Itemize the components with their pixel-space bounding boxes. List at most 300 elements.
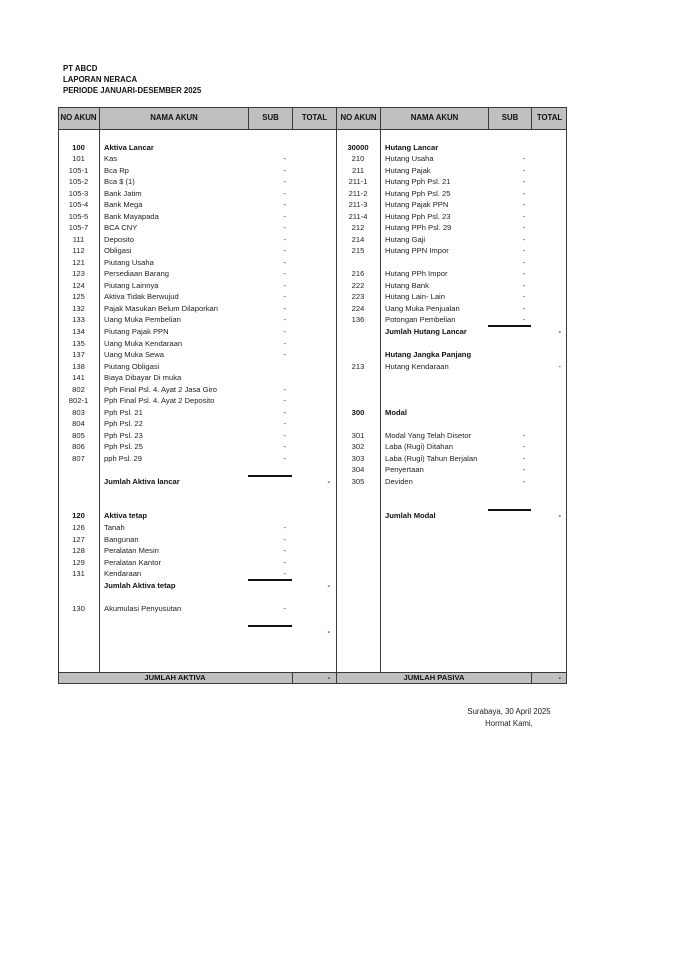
account-number: 301: [351, 430, 365, 440]
account-row: [58, 268, 336, 280]
account-number: 222: [351, 280, 365, 290]
account-name: Peralatan Mesin: [104, 546, 159, 556]
total-amount: [292, 280, 336, 292]
account-number: 30000: [347, 142, 369, 152]
account-name: Hutang Pph Psl. 25: [385, 188, 451, 198]
account-row: [336, 476, 567, 488]
account-number: [336, 522, 380, 534]
account-number: 105-3: [68, 188, 89, 198]
account-name: [380, 626, 488, 638]
account-name: [380, 614, 488, 626]
total-amount: [292, 614, 336, 626]
account-number: [336, 326, 380, 338]
sub-amount: [248, 660, 292, 672]
sub-amount: -: [522, 257, 525, 267]
sub-amount: [488, 545, 531, 557]
account-name: Hutang Pajak PPN: [385, 200, 449, 210]
sub-amount: [248, 372, 292, 384]
account-number: 131: [72, 569, 85, 579]
account-name: Kas: [104, 154, 118, 164]
total-amount: [292, 441, 336, 453]
account-row: [336, 153, 567, 165]
sub-amount: [488, 522, 531, 534]
total-aktiva-value: -: [292, 672, 336, 684]
account-number: 134: [72, 327, 85, 336]
sub-amount: -: [283, 384, 286, 394]
account-name: [380, 395, 488, 407]
sub-amount: [488, 580, 531, 592]
blank-row: [336, 338, 567, 350]
account-row: [336, 280, 567, 292]
total-amount: [531, 637, 567, 649]
blank-row: [336, 649, 567, 661]
total-amount: [292, 188, 336, 200]
account-number: 303: [351, 453, 365, 463]
account-row: [58, 430, 336, 442]
sub-amount: [248, 499, 292, 511]
sub-amount: [488, 614, 531, 626]
account-row: [58, 418, 336, 430]
sub-amount: -: [283, 165, 286, 175]
sub-amount: [488, 395, 531, 407]
sub-amount: [248, 142, 292, 154]
account-row: [336, 142, 567, 154]
account-row: [58, 280, 336, 292]
total-amount: [531, 257, 567, 269]
total-amount: [531, 268, 567, 280]
total-amount: -: [558, 327, 561, 336]
sub-amount: -: [283, 280, 286, 290]
sub-amount: [248, 591, 292, 603]
sub-amount: -: [522, 315, 525, 325]
place-date: Surabaya, 30 April 2025: [467, 707, 551, 716]
account-row: [58, 245, 336, 257]
account-number: 136: [351, 315, 365, 325]
account-row: [58, 234, 336, 246]
account-name: Kendaraan: [104, 569, 142, 579]
sub-amount: [488, 591, 531, 603]
account-number: 802: [72, 384, 85, 394]
account-row: [58, 568, 336, 580]
account-row: [336, 291, 567, 303]
blank-row: [336, 545, 567, 557]
total-amount: [292, 349, 336, 361]
blank-row: [336, 614, 567, 626]
total-amount: [292, 222, 336, 234]
sub-amount: [488, 361, 531, 373]
total-amount: [292, 591, 336, 603]
total-amount: [531, 649, 567, 661]
blank-row: [336, 384, 567, 396]
account-name: Hutang Gaji: [385, 234, 426, 244]
account-number: 211-4: [348, 211, 368, 221]
account-number: 212: [351, 223, 365, 233]
account-name: Jumlah Modal: [385, 511, 436, 521]
account-number: 141: [72, 373, 85, 383]
account-name: [380, 338, 488, 350]
account-number: 211: [351, 165, 365, 175]
total-amount: [292, 453, 336, 465]
account-name: Aktiva Lancar: [104, 142, 154, 152]
total-amount: [292, 649, 336, 661]
account-number: 304: [351, 465, 365, 475]
account-number: [336, 545, 380, 557]
account-name: Hutang Pph Psl. 23: [385, 211, 451, 221]
account-name: [380, 384, 488, 396]
account-number: [336, 626, 380, 638]
blank-row: [336, 580, 567, 592]
blank-row: [336, 487, 567, 499]
account-name: [380, 130, 488, 142]
account-row: [336, 211, 567, 223]
account-number: [336, 614, 380, 626]
account-name: [380, 418, 488, 430]
total-amount: [292, 487, 336, 499]
total-amount: [531, 338, 567, 350]
account-name: Piutang Lainnya: [104, 280, 159, 290]
account-number: 213: [351, 361, 365, 371]
sub-amount: -: [522, 430, 525, 440]
account-number: [336, 487, 380, 499]
total-amount: [531, 476, 567, 488]
account-number: [58, 614, 99, 626]
account-row: [58, 441, 336, 453]
sub-amount: -: [522, 177, 525, 187]
total-amount: [531, 407, 567, 419]
account-row: [336, 464, 567, 476]
total-amount: [292, 568, 336, 580]
sub-amount: [488, 418, 531, 430]
sub-amount: [248, 510, 292, 522]
total-amount: [531, 384, 567, 396]
blank-row: [336, 557, 567, 569]
blank-row: [336, 568, 567, 580]
sub-amount: -: [522, 476, 525, 486]
total-amount: [292, 522, 336, 534]
total-amount: [531, 176, 567, 188]
account-number: 112: [72, 246, 85, 256]
sub-amount: [488, 510, 531, 522]
blank-row: [58, 614, 336, 626]
account-number: [336, 649, 380, 661]
account-name: Piutang Pajak PPN: [104, 327, 169, 336]
account-number: 224: [351, 303, 365, 313]
closing-text: Hormat Kami,: [485, 718, 533, 728]
total-amount: [292, 418, 336, 430]
account-name: [99, 464, 248, 476]
sub-amount: -: [283, 534, 286, 544]
blank-row: [336, 660, 567, 672]
account-name: Laba (Rugi) Tahun Berjalan: [385, 453, 478, 463]
blank-row: [336, 418, 567, 430]
account-number: [336, 418, 380, 430]
account-number: 210: [351, 154, 365, 164]
account-row: [58, 257, 336, 269]
account-number: [336, 637, 380, 649]
sub-amount: -: [283, 603, 286, 613]
sub-amount: -: [283, 557, 286, 567]
account-row: [58, 372, 336, 384]
account-name: [380, 522, 488, 534]
total-amount: [531, 245, 567, 257]
account-number: [58, 637, 99, 649]
account-name: [380, 580, 488, 592]
account-row: [336, 430, 567, 442]
total-aktiva-label: JUMLAH AKTIVA: [58, 672, 292, 684]
account-name: Jumlah Aktiva tetap: [104, 580, 176, 590]
total-amount: [531, 591, 567, 603]
sub-amount: [488, 372, 531, 384]
header-total-aktiva: TOTAL: [292, 107, 336, 130]
total-amount: [531, 534, 567, 546]
sub-amount: -: [283, 223, 286, 233]
total-amount: [531, 557, 567, 569]
account-number: 101: [72, 154, 85, 164]
sub-amount: -: [522, 465, 525, 475]
account-row: [336, 453, 567, 465]
total-amount: [292, 234, 336, 246]
account-name: Bank Mega: [104, 200, 143, 210]
total-pasiva-value: -: [531, 672, 567, 684]
total-amount: [292, 130, 336, 142]
blank-row: [58, 487, 336, 499]
account-row: [58, 211, 336, 223]
pasiva-section: [336, 130, 567, 672]
total-amount: [292, 545, 336, 557]
account-name: Pph Final Psl. 4. Ayat 2 Deposito: [104, 396, 215, 406]
total-amount: [292, 407, 336, 419]
account-name: [99, 660, 248, 672]
account-name: [380, 534, 488, 546]
account-row: [336, 234, 567, 246]
sub-amount: [488, 637, 531, 649]
account-row: [58, 176, 336, 188]
account-row: [336, 510, 567, 522]
account-name: [99, 649, 248, 661]
account-number: 105-2: [68, 177, 89, 187]
total-amount: [531, 395, 567, 407]
account-name: BCA CNY: [104, 223, 138, 233]
report-period: PERIODE JANUARI-DESEMBER 2025: [63, 86, 202, 95]
account-number: [58, 591, 99, 603]
account-name: Bangunan: [104, 534, 139, 544]
account-name: Bank Jatim: [104, 188, 142, 198]
total-amount: [531, 499, 567, 511]
account-name: Hutang PPh Impor: [385, 269, 448, 279]
total-amount: [531, 626, 567, 638]
account-row: [58, 510, 336, 522]
account-number: [336, 130, 380, 142]
account-name: Bca $ (1): [104, 177, 135, 187]
sub-amount: -: [283, 546, 286, 556]
account-number: 211-3: [348, 200, 368, 210]
account-row: [336, 165, 567, 177]
account-number: 128: [72, 546, 85, 556]
sub-amount: -: [283, 315, 286, 325]
account-row: [336, 441, 567, 453]
account-row: [336, 188, 567, 200]
total-amount: [531, 487, 567, 499]
balance-sheet-table: [58, 107, 567, 684]
account-name: Pph Final Psl. 4. Ayat 2 Jasa Giro: [104, 384, 217, 394]
sub-amount: [488, 557, 531, 569]
total-amount: [531, 314, 567, 326]
total-amount: [292, 372, 336, 384]
account-name: Uang Muka Kendaraan: [104, 338, 183, 348]
sub-amount: -: [283, 430, 286, 440]
sub-amount: [488, 338, 531, 350]
account-number: [336, 349, 380, 361]
account-row: [58, 222, 336, 234]
account-name: Tanah: [104, 523, 125, 533]
total-amount: [531, 660, 567, 672]
account-name: [380, 660, 488, 672]
account-name: Piutang Usaha: [104, 257, 154, 267]
account-name: Pph Psl. 25: [104, 442, 143, 452]
sub-amount: [488, 603, 531, 615]
account-name: Jumlah Aktiva lancar: [104, 476, 180, 486]
account-row: [58, 384, 336, 396]
total-amount: [292, 142, 336, 154]
total-amount: [292, 464, 336, 476]
sub-amount: -: [283, 257, 286, 267]
sub-amount: [248, 487, 292, 499]
account-number: 130: [72, 603, 85, 613]
sub-amount: -: [522, 223, 525, 233]
account-number: 302: [351, 442, 365, 452]
account-number: [336, 499, 380, 511]
total-amount: [531, 188, 567, 200]
sub-amount: -: [283, 338, 286, 348]
blank-row: [336, 499, 567, 511]
account-row: [336, 407, 567, 419]
account-name: Penyertaan: [385, 465, 424, 475]
account-number: 211-2: [348, 188, 368, 198]
sub-amount: -: [283, 396, 286, 406]
account-name: Jumlah Hutang Lancar: [385, 327, 467, 336]
blank-row: [58, 660, 336, 672]
account-name: Bank Mayapada: [104, 211, 159, 221]
account-number: [336, 510, 380, 522]
total-amount: [292, 510, 336, 522]
header-sub-aktiva: SUB: [248, 107, 292, 130]
account-row: [336, 245, 567, 257]
total-amount: [531, 349, 567, 361]
account-name: pph Psl. 29: [104, 453, 142, 463]
total-amount: [292, 326, 336, 338]
account-row: [336, 176, 567, 188]
sub-amount: -: [522, 303, 525, 313]
account-number: 807: [72, 453, 85, 463]
account-name: Hutang PPh Psl. 29: [385, 223, 452, 233]
account-number: [336, 384, 380, 396]
total-amount: [292, 257, 336, 269]
account-number: 223: [351, 292, 365, 302]
account-number: [336, 257, 380, 269]
account-number: 804: [72, 419, 85, 429]
sub-amount: -: [283, 292, 286, 302]
account-number: 120: [72, 511, 85, 521]
account-name: Hutang Lain- Lain: [385, 292, 445, 302]
total-amount: [292, 499, 336, 511]
account-number: [336, 603, 380, 615]
account-name: Pajak Masukan Belum Dilaporkan: [104, 303, 218, 313]
account-name: [99, 614, 248, 626]
sub-amount: -: [283, 569, 286, 579]
account-row: [58, 557, 336, 569]
sub-amount: -: [283, 407, 286, 417]
account-name: [99, 591, 248, 603]
account-number: 214: [351, 234, 365, 244]
account-row: [58, 142, 336, 154]
blank-row: [336, 637, 567, 649]
account-number: 105-7: [68, 223, 89, 233]
sub-amount: [248, 580, 292, 592]
total-amount: [292, 660, 336, 672]
account-row: [336, 314, 567, 326]
sub-amount: -: [283, 154, 286, 164]
account-number: 126: [72, 523, 85, 533]
account-name: Hutang Bank: [385, 280, 429, 290]
account-number: [336, 580, 380, 592]
total-amount: [531, 234, 567, 246]
sub-amount: [488, 487, 531, 499]
sub-amount: -: [283, 200, 286, 210]
blank-row: [58, 591, 336, 603]
account-name: Hutang PPN Impor: [385, 246, 449, 256]
sub-amount: [488, 130, 531, 142]
account-name: Pph Psl. 23: [104, 430, 143, 440]
account-row: [58, 303, 336, 315]
total-amount: -: [558, 361, 561, 371]
account-number: [336, 660, 380, 672]
account-number: 105-5: [68, 211, 89, 221]
sub-amount: [248, 130, 292, 142]
account-name: Hutang Usaha: [385, 154, 434, 164]
total-row: [58, 626, 336, 638]
account-name: [380, 487, 488, 499]
total-amount: [292, 361, 336, 373]
account-row: [58, 165, 336, 177]
total-amount: [531, 222, 567, 234]
account-row: [336, 222, 567, 234]
total-amount: [531, 291, 567, 303]
header-no-akun-aktiva: NO AKUN: [58, 107, 99, 130]
total-amount: [531, 453, 567, 465]
blank-row: [336, 603, 567, 615]
account-name: Bca Rp: [104, 165, 129, 175]
company-name: PT ABCD: [63, 64, 98, 73]
account-row: [58, 603, 336, 615]
account-row: [58, 291, 336, 303]
header-nama-akun-aktiva: NAMA AKUN: [99, 107, 248, 130]
total-amount: -: [558, 511, 561, 521]
account-number: [336, 557, 380, 569]
blank-row: [336, 626, 567, 638]
account-name: Biaya Dibayar Di muka: [104, 373, 182, 383]
sub-amount: [488, 142, 531, 154]
account-number: 802-1: [68, 396, 89, 406]
total-amount: [292, 557, 336, 569]
account-row: [58, 476, 336, 488]
account-number: [336, 395, 380, 407]
sub-amount: -: [283, 453, 286, 463]
total-amount: [292, 268, 336, 280]
account-name: Pph Psl. 22: [104, 419, 143, 429]
account-row: [58, 153, 336, 165]
account-name: Hutang Lancar: [385, 142, 439, 152]
account-number: 803: [72, 407, 85, 417]
